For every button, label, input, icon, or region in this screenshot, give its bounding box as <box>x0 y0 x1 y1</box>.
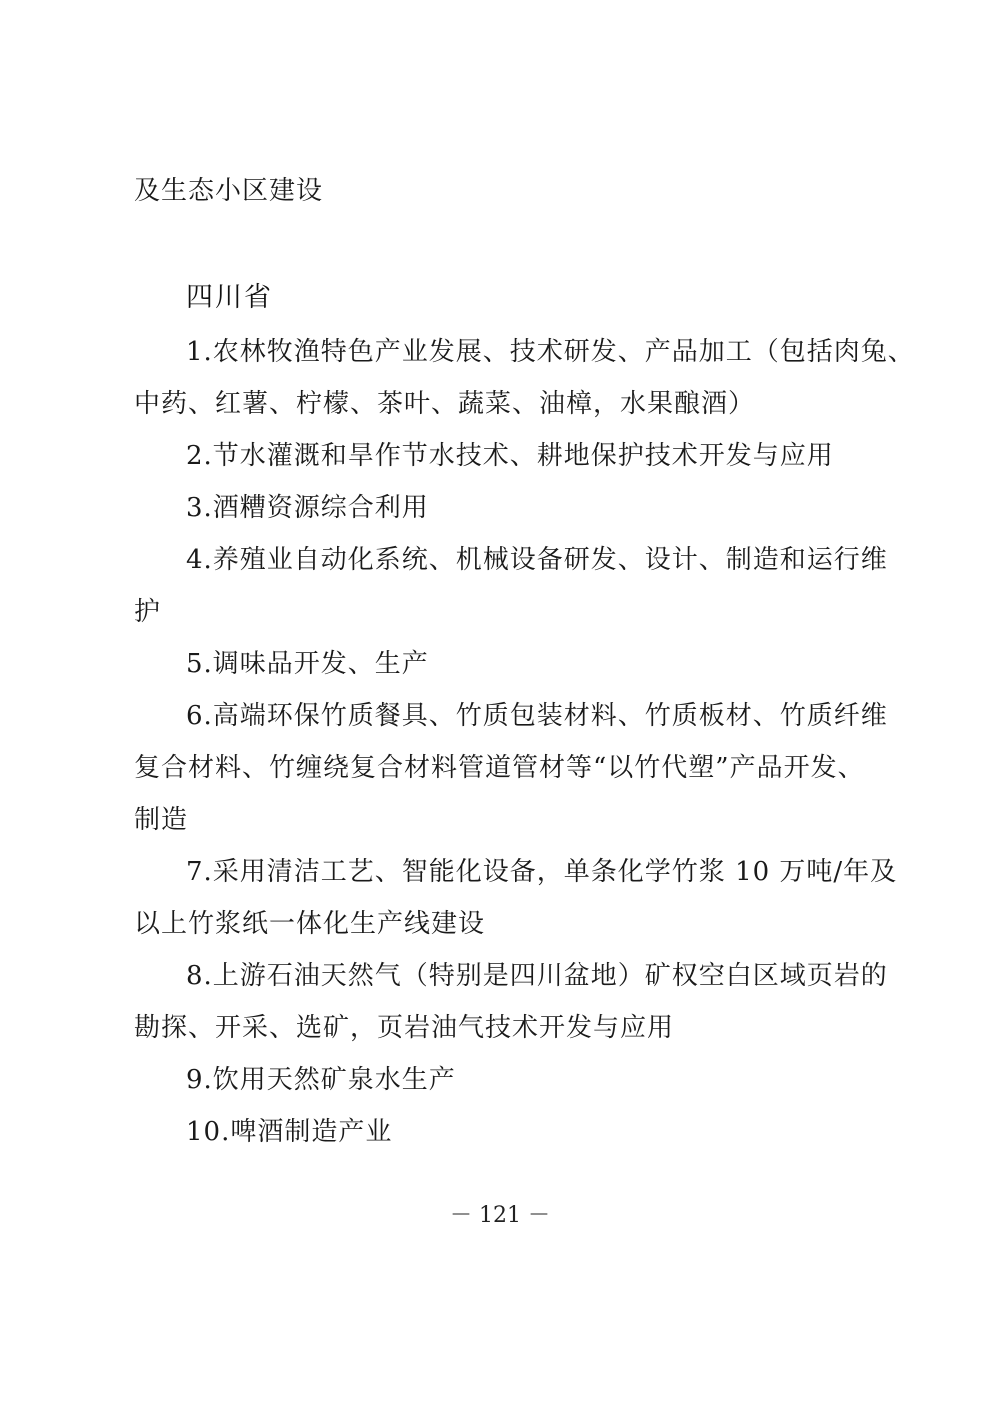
section-title: 四川省 <box>186 282 273 313</box>
list-item-7-line-1: 7.采用清洁工艺、智能化设备，单条化学竹浆 10 万吨/年及 <box>186 857 898 887</box>
list-item-6-line-1: 6.高端环保竹质餐具、竹质包装材料、竹质板材、竹质纤维 <box>186 701 888 731</box>
list-item-1-line-2: 中药、红薯、柠檬、茶叶、蔬菜、油樟，水果酿酒） <box>134 389 756 419</box>
list-item-7-line-2: 以上竹浆纸一体化生产线建设 <box>134 909 486 939</box>
list-item-8-line-1: 8.上游石油天然气（特别是四川盆地）矿权空白区域页岩的 <box>186 961 888 991</box>
list-item-2: 2.节水灌溉和旱作节水技术、耕地保护技术开发与应用 <box>186 441 834 471</box>
continuation-text: 及生态小区建设 <box>134 176 324 206</box>
list-item-9: 9.饮用天然矿泉水生产 <box>186 1065 456 1095</box>
list-item-6-line-2: 复合材料、竹缠绕复合材料管道管材等“以竹代塑”产品开发、 <box>134 753 865 783</box>
list-item-8-line-2: 勘探、开采、选矿，页岩油气技术开发与应用 <box>134 1013 675 1043</box>
page-number: － 121 － <box>450 1203 550 1228</box>
list-item-10: 10.啤酒制造产业 <box>186 1117 393 1147</box>
list-item-3: 3.酒糟资源综合利用 <box>186 493 429 523</box>
list-item-6-line-3: 制造 <box>134 805 189 835</box>
list-item-5: 5.调味品开发、生产 <box>186 649 429 679</box>
list-item-1-line-1: 1.农林牧渔特色产业发展、技术研发、产品加工（包括肉兔、 <box>186 337 915 367</box>
list-item-4-line-2: 护 <box>134 597 162 627</box>
list-item-4-line-1: 4.养殖业自动化系统、机械设备研发、设计、制造和运行维 <box>186 545 888 575</box>
